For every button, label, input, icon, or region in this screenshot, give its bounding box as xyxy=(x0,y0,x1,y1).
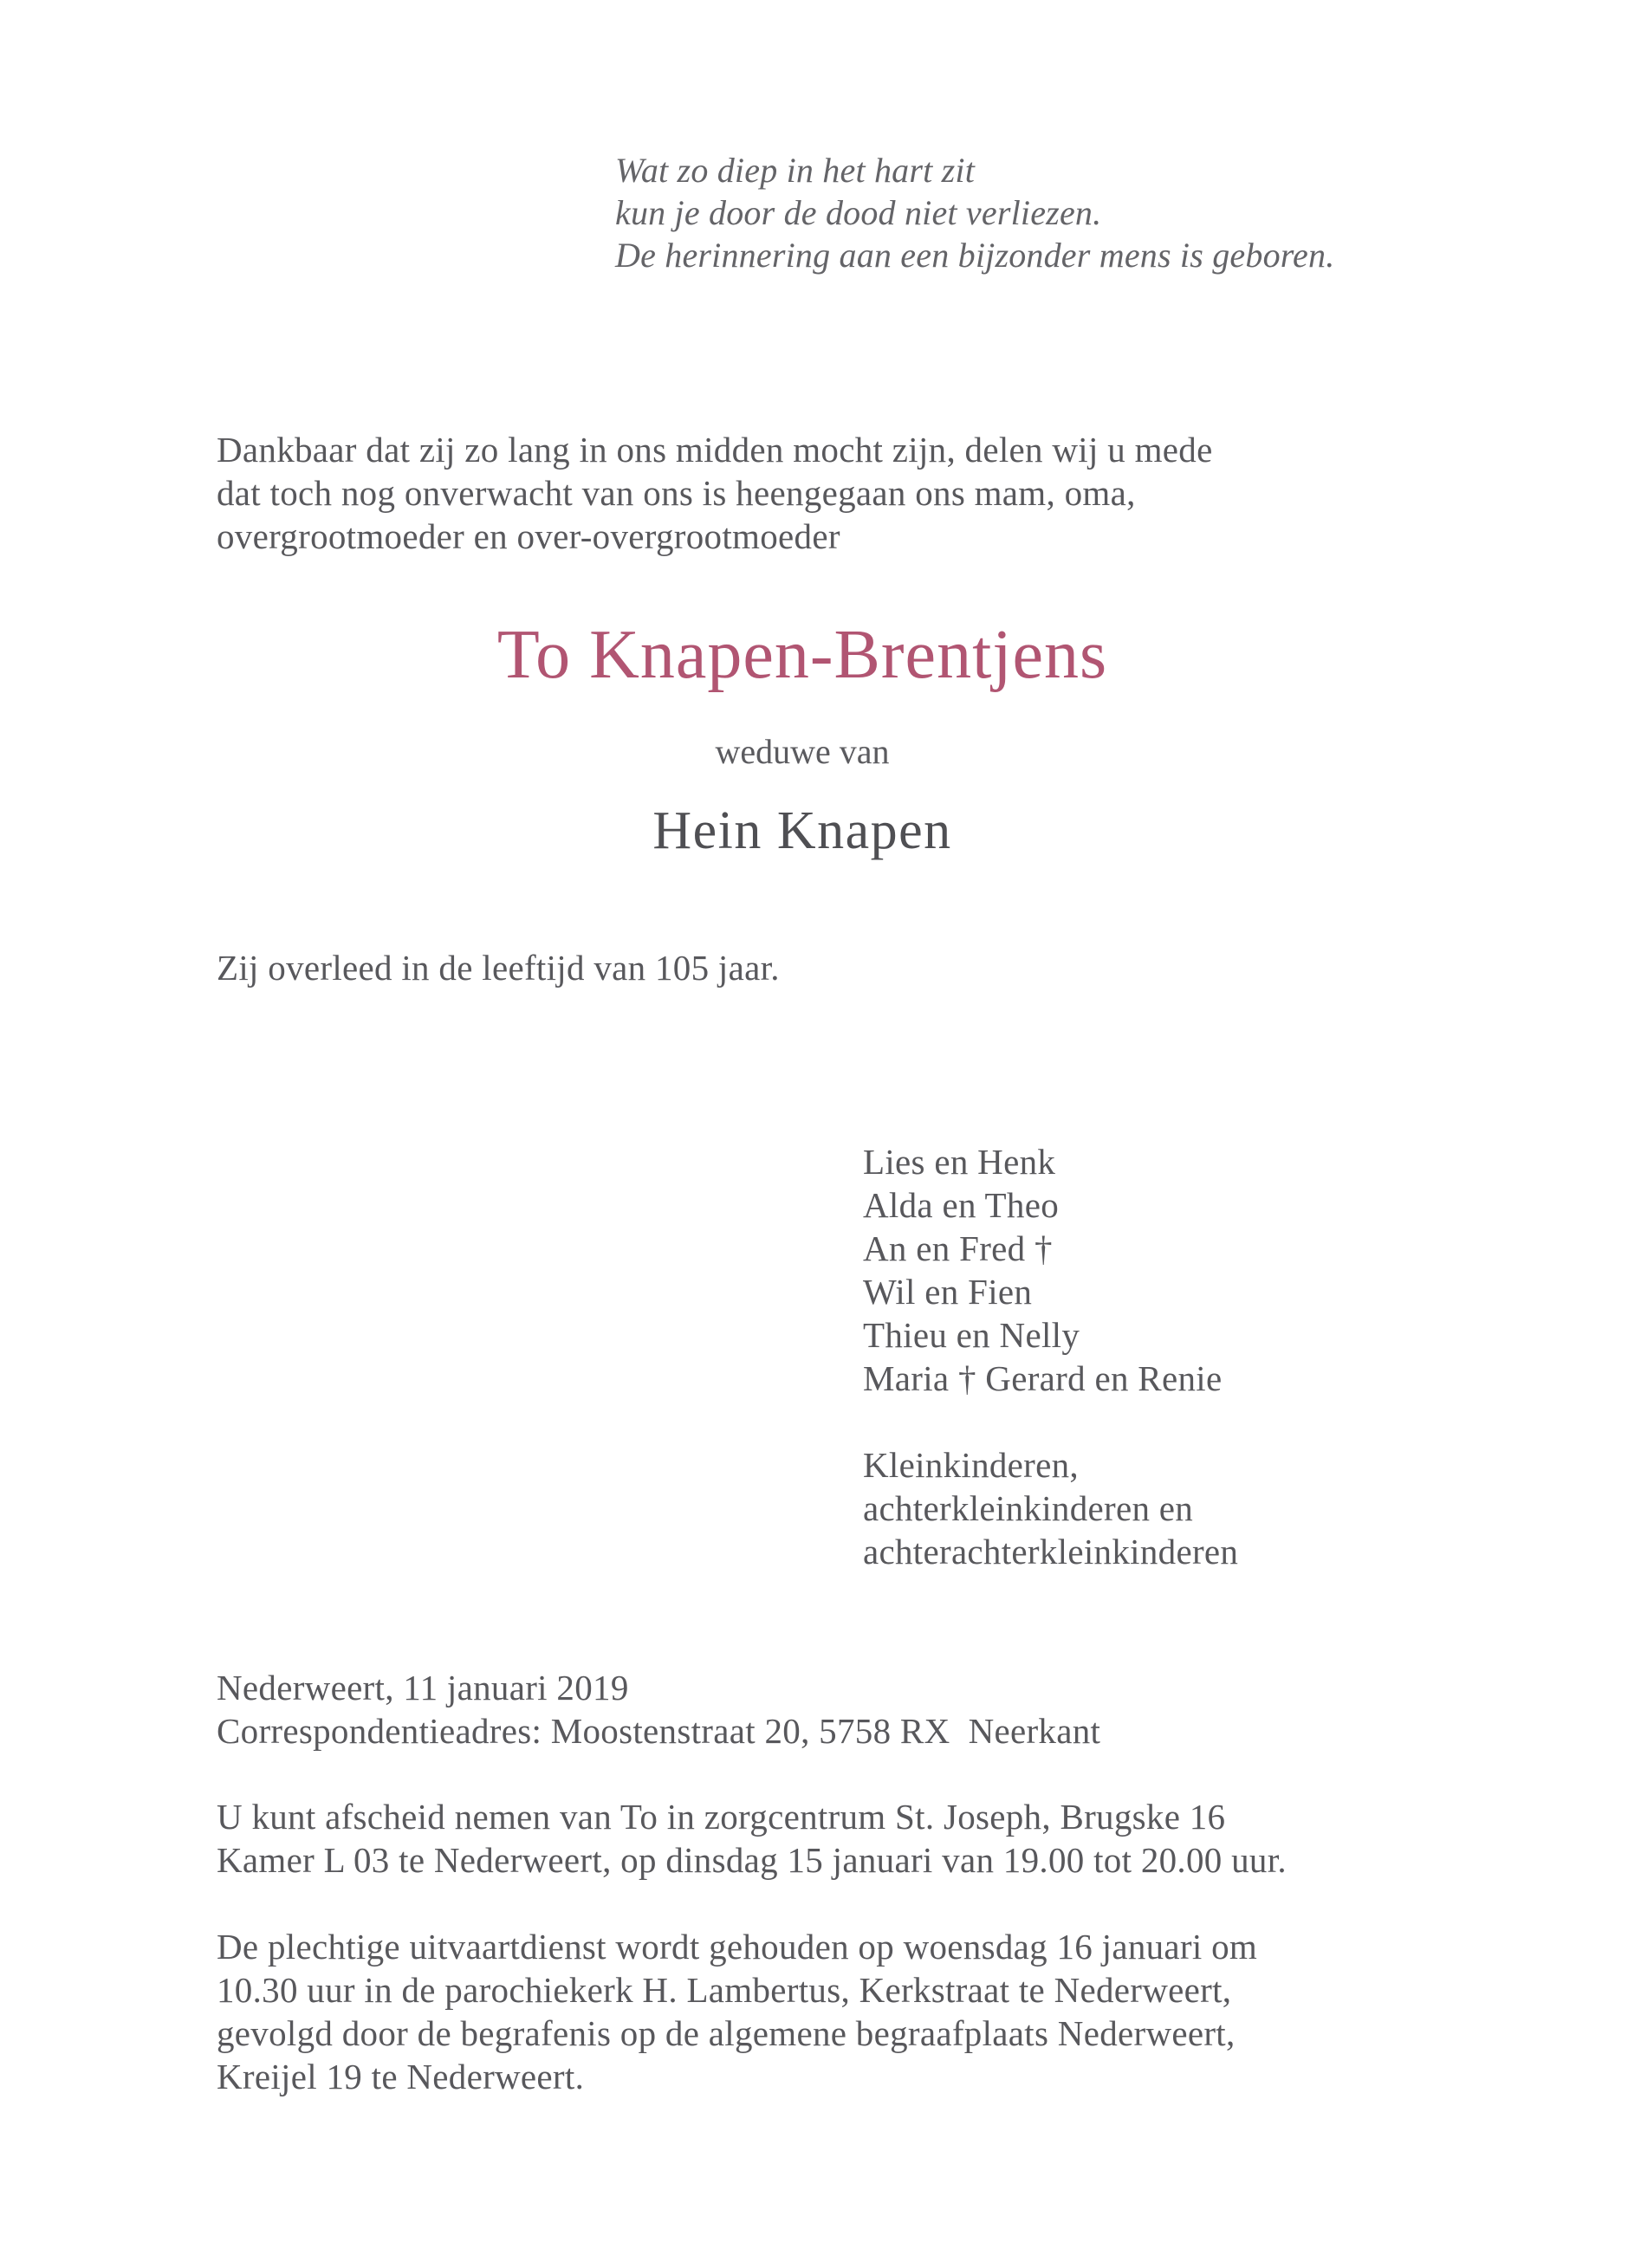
service-line: 10.30 uur in de parochiekerk H. Lambertus, Kerkstraat te Nederweert, xyxy=(217,1970,1232,2010)
age-statement: Zij overleed in de leeftijd van 105 jaar. xyxy=(217,948,780,988)
family-member: Alda en Theo xyxy=(863,1185,1059,1225)
family-member: Lies en Henk xyxy=(863,1142,1056,1182)
announcement-line: overgrootmoeder en over-overgrootmoeder xyxy=(217,516,840,556)
funeral-service-paragraph xyxy=(217,1925,1257,2098)
family-member: Thieu en Nelly xyxy=(863,1315,1080,1355)
descendants-line: achterkleinkinderen en xyxy=(863,1488,1194,1528)
family-list-spacer xyxy=(863,1400,1238,1443)
poem-line: kun je door de dood niet verliezen. xyxy=(615,193,1102,232)
family-member: Maria † Gerard en Renie xyxy=(863,1358,1223,1398)
family-member: Wil en Fien xyxy=(863,1272,1033,1312)
announcement-line: dat toch nog onverwacht van ons is heengegaan ons mam, oma, xyxy=(217,473,1136,513)
place-date-line: Nederweert, 11 januari 2019 xyxy=(217,1668,629,1707)
announcement-line: Dankbaar dat zij zo lang in ons midden mocht zijn, delen wij u mede xyxy=(217,430,1213,470)
correspondence-address-line: Correspondentieadres: Moostenstraat 20, 5758 RX Neerkant xyxy=(217,1711,1101,1751)
spouse-name: Hein Knapen xyxy=(652,801,952,860)
relation-label: weduwe van xyxy=(715,732,890,771)
deceased-name: To Knapen-Brentjens xyxy=(496,617,1108,693)
place-date-correspondence xyxy=(217,1666,1100,1753)
service-line: gevolgd door de begrafenis op de algemene begraafplaats Nederweert, xyxy=(217,2013,1236,2053)
announcement-paragraph xyxy=(217,428,1430,558)
visitation-line: U kunt afscheid nemen van To in zorgcentrum St. Joseph, Brugske 16 xyxy=(217,1797,1226,1837)
visitation-line: Kamer L 03 te Nederweert, op dinsdag 15 januari van 19.00 tot 20.00 uur. xyxy=(217,1840,1287,1880)
family-names-list xyxy=(863,1140,1238,1573)
visitation-paragraph xyxy=(217,1795,1287,1882)
opening-poem xyxy=(615,149,1334,276)
poem-line: Wat zo diep in het hart zit xyxy=(615,151,976,190)
service-line: De plechtige uitvaartdienst wordt gehouden op woensdag 16 januari om xyxy=(217,1927,1258,1967)
poem-line: De herinnering aan een bijzonder mens is geboren. xyxy=(615,236,1335,275)
service-line: Kreijel 19 te Nederweert. xyxy=(217,2057,585,2096)
descendants-line: Kleinkinderen, xyxy=(863,1445,1079,1485)
descendants-line: achterachterkleinkinderen xyxy=(863,1532,1239,1571)
family-member: An en Fred † xyxy=(863,1228,1053,1268)
